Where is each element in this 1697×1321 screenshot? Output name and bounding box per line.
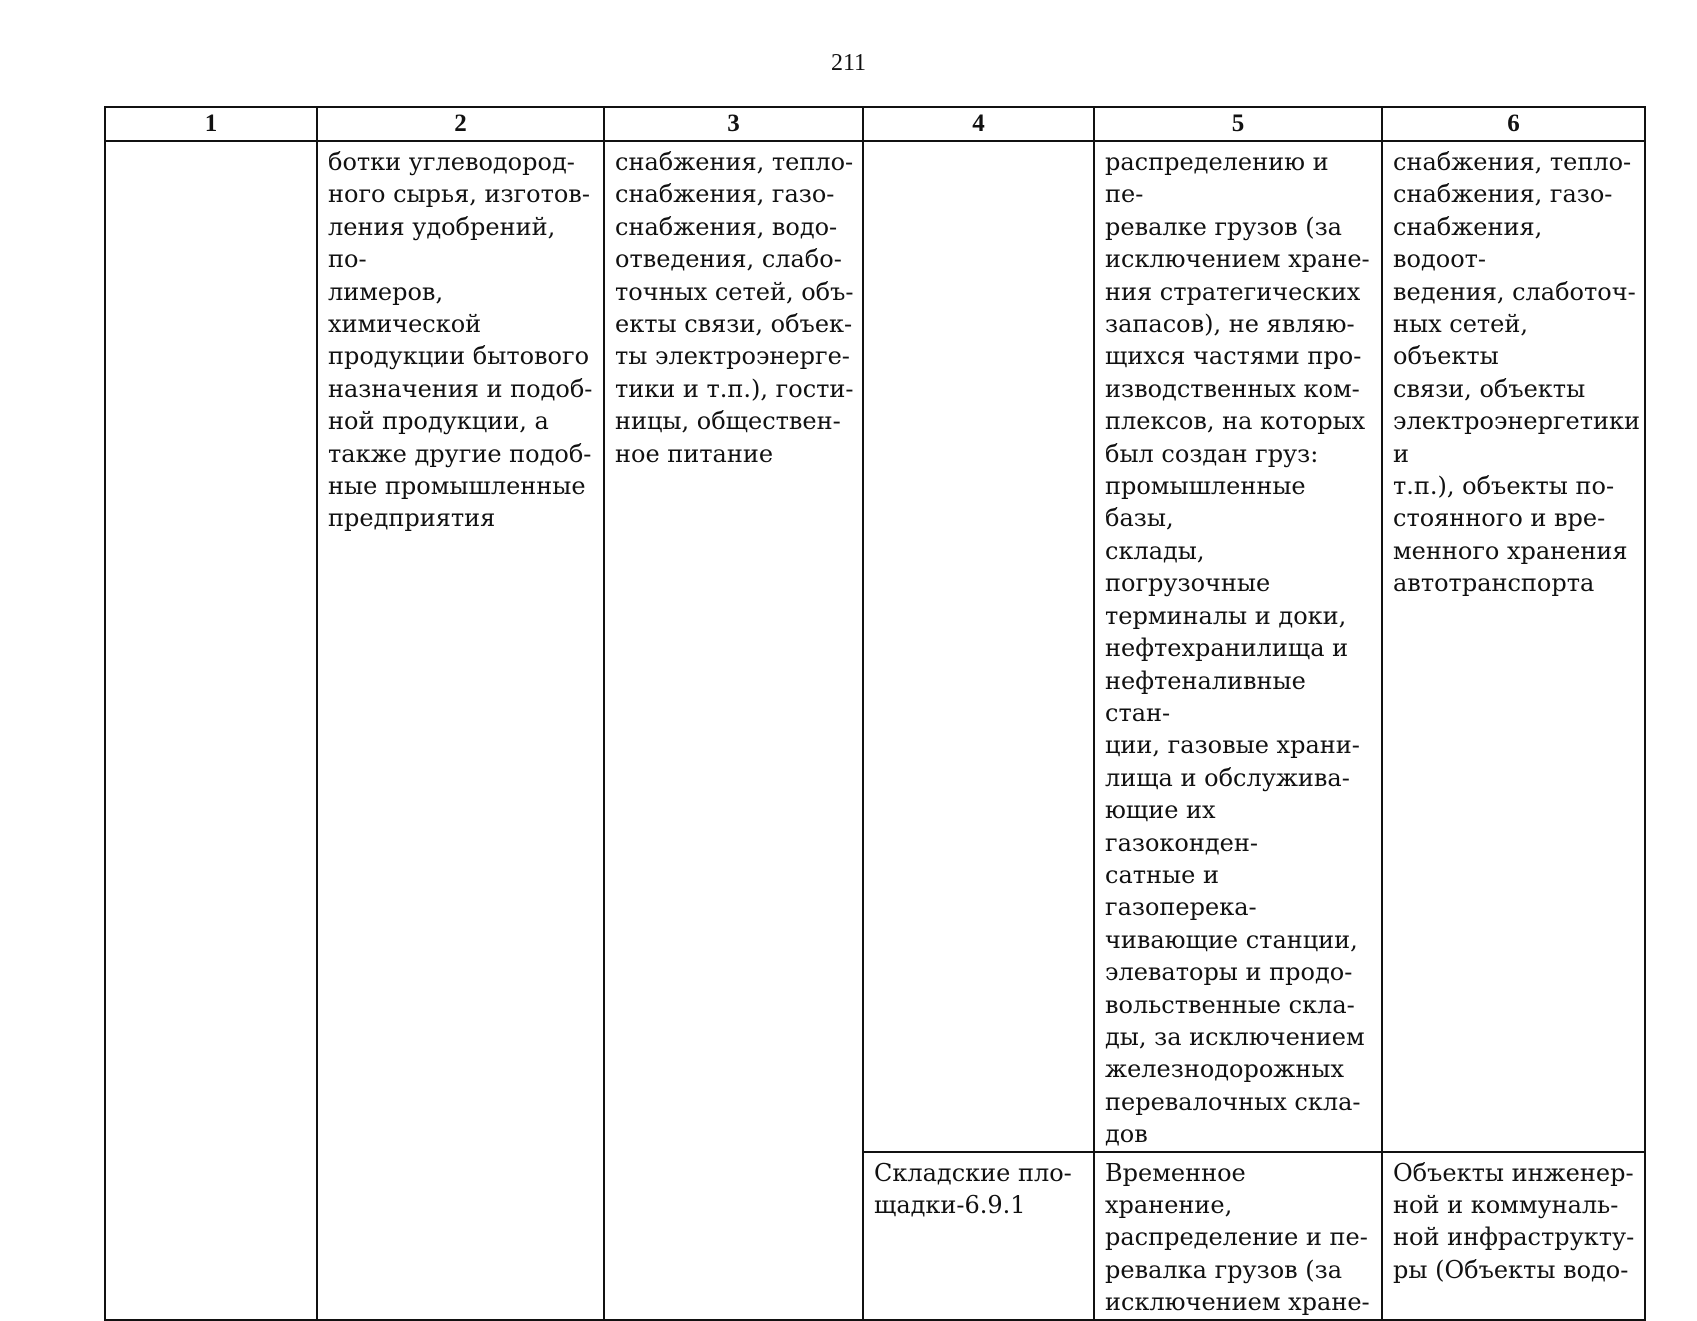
cell-col4-warehouse: Складские пло- щадки-6.9.1 (863, 1152, 1094, 1320)
cell-col4 (863, 141, 1094, 1152)
table-header (105, 107, 1645, 141)
column-header-4: 4 (863, 107, 1094, 141)
header-row (105, 107, 1645, 141)
cell-col6: снабжения, тепло- снабжения, газо- снабжения, водоот- ведения, слаботоч- ных сетей, объекты связи, объекты электроэнергетики и т.п.), объекты по- стоянного и вре- менного хранения автотранспорта (1382, 141, 1645, 1152)
page-number: 211 (830, 50, 867, 76)
column-header-3: 3 (604, 107, 863, 141)
cell-col5-storage: Временное хранение, распределение и пе- ревалка грузов (за исключением хране- (1094, 1152, 1382, 1320)
document-table (104, 106, 1646, 1321)
cell-col5: распределению и пе- ревалке грузов (за исключением хране- ния стратегических запасов), не являю- щихся частями про- изводственных ком- плексов, на которых был создан груз: промышленные базы, склады, погрузочные терминалы и доки, нефтехранилища и нефтеналивные стан- ции, газовые храни- лища и обслужива- ющие их газоконден- сатные и газоперека- чивающие станции, элеваторы и продо- вольственные скла- ды, за исключением железнодорожных перевалочных скла- дов (1094, 141, 1382, 1152)
column-header-2: 2 (317, 107, 604, 141)
column-header-6: 6 (1382, 107, 1645, 141)
cell-col1 (105, 141, 317, 1320)
table-body (105, 141, 1645, 1320)
column-header-1: 1 (105, 107, 317, 141)
column-header-5: 5 (1094, 107, 1382, 141)
table-row (105, 141, 1645, 1152)
cell-col3: снабжения, тепло- снабжения, газо- снабжения, водо- отведения, слабо- точных сетей, объ- екты связи, объек- ты электроэнерге- тики и т.п.), гости- ницы, обществен- ное питание (604, 141, 863, 1320)
cell-col2: ботки углеводород- ного сырья, изготов- ления удобрений, по- лимеров, химической продукции бытового назначения и подоб- ной продукции, а также другие подоб- ные промышленные предприятия (317, 141, 604, 1320)
cell-col6-infrastructure: Объекты инженер- ной и коммуналь- ной инфраструкту- ры (Объекты водо- (1382, 1152, 1645, 1320)
